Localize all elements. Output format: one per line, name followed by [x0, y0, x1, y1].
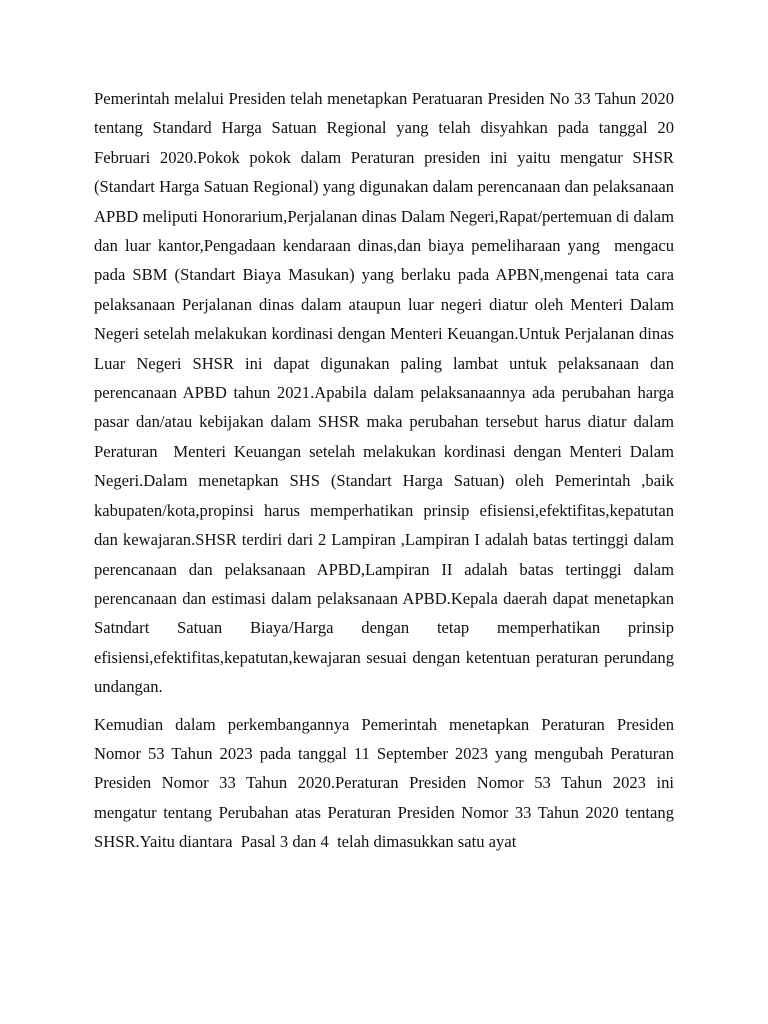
paragraph-1: Pemerintah melalui Presiden telah menetapkan Peratuaran Presiden No 33 Tahun 2020 tentang Standard Harga Satuan Regional yang telah disyahkan pada tanggal 20 Februari 2020.Pokok pokok dalam Peraturan presiden ini yaitu mengatur SHSR (Standart Harga Satuan Regional) yang digunakan dalam perencanaan dan pelaksanaan APBD meliputi Honorarium,Perjalanan dinas Dalam Negeri,Rapat/pertemuan di dalam dan luar kantor,Pengadaan kendaraan dinas,dan biaya pemeliharaan yang mengacu pada SBM (Standart Biaya Masukan) yang berlaku pada APBN,mengenai tata cara pelaksanaan Perjalanan dinas dalam ataupun luar negeri diatur oleh Menteri Dalam Negeri setelah melakukan kordinasi dengan Menteri Keuangan.Untuk Perjalanan dinas Luar Negeri SHSR ini dapat digunakan paling lambat untuk pelaksanaan dan perencanaan APBD tahun 2021.Apabila dalam pelaksanaannya ada perubahan harga pasar dan/atau kebijakan dalam SHSR maka perubahan tersebut harus diatur dalam Peraturan Menteri Keuangan setelah melakukan kordinasi dengan Menteri Dalam Negeri.Dalam menetapkan SHS (Standart Harga Satuan) oleh Pemerintah ,baik kabupaten/kota,propinsi harus memperhatikan prinsip efisiensi,efektifitas,kepatutan dan kewajaran.SHSR terdiri dari 2 Lampiran ,Lampiran I adalah batas tertinggi dalam perencanaan dan pelaksanaan APBD,Lampiran II adalah batas tertinggi dalam perencanaan dan estimasi dalam pelaksanaan APBD.Kepala daerah dapat menetapkan Satndart Satuan Biaya/Harga dengan tetap memperhatikan prinsip efisiensi,efektifitas,kepatutan,kewajaran sesuai dengan ketentuan peraturan perundang undangan. — [94, 89, 683, 697]
document-body — [94, 84, 683, 865]
paragraph-2: Kemudian dalam perkembangannya Pemerintah menetapkan Peraturan Presiden Nomor 53 Tahun 2023 pada tanggal 11 September 2023 yang mengubah Peraturan Presiden Nomor 33 Tahun 2020.Peraturan Presiden Nomor 53 Tahun 2023 ini mengatur tentang Perubahan atas Peraturan Presiden Nomor 33 Tahun 2020 tentang SHSR.Yaitu diantara Pasal 3 dan 4 telah dimasukkan satu ayat — [94, 714, 679, 852]
